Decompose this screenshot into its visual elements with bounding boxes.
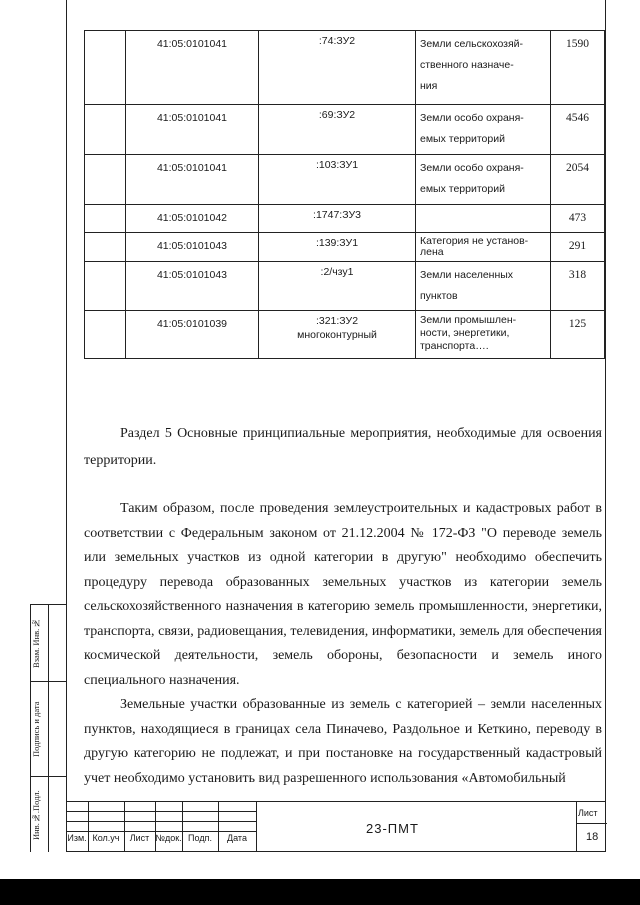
paragraph: Таким образом, после проведения землеустроительных и кадастровых работ в соответствии с Федеральным законом от 21.12.2004 № 172-ФЗ "О переводе земель или земельных участков из одной категории в другую" необходимо обеспечить процедуру перевода образованных земельных участков из категории земель сельскохозяйственного назначения в категорию земель промышленности, энергетики, транспорта, связи, радиовещания, телевидения, информатики, земель для обеспечения космической деятельности, земель обороны, безопасности и земель иного специального назначения. <box>84 501 602 688</box>
parcel-id: :139:ЗУ1 <box>315 237 359 249</box>
land-category-line: Земли особо охраня- <box>420 162 524 174</box>
row-number-cell <box>85 262 126 311</box>
parcel-id: :69:ЗУ2 <box>318 109 356 121</box>
page-frame-right <box>605 0 606 852</box>
row-number-cell <box>85 311 126 359</box>
parcel-cell <box>259 31 416 105</box>
land-category-line: Земли сельскохозяй- <box>420 38 524 50</box>
cadastral-block-cell: 41:05:0101043 <box>126 262 259 311</box>
parcel-note: многоконтурный <box>297 329 377 341</box>
land-category-line: Земли населенных <box>420 269 514 281</box>
table-row <box>85 155 605 205</box>
area-cell: 291 <box>551 233 605 262</box>
land-category-line: Земли промышлен- <box>420 314 517 326</box>
parcel-cell <box>259 105 416 155</box>
land-category-line: Земли особо охраня- <box>420 112 524 124</box>
land-category-line: ния <box>420 80 438 92</box>
section-heading <box>84 420 602 474</box>
land-category-cell <box>416 155 551 205</box>
parcel-id: :321:ЗУ2 <box>315 315 359 327</box>
area-cell: 318 <box>551 262 605 311</box>
sheet-label: Лист <box>578 808 598 818</box>
parcel-cell <box>259 233 416 262</box>
stamp-col-data: Дата <box>227 833 247 843</box>
land-category-cell <box>416 205 551 233</box>
table-row <box>85 233 605 262</box>
row-number-cell <box>85 155 126 205</box>
scan-bottom-border <box>0 879 640 905</box>
area-cell: 2054 <box>551 155 605 205</box>
table-row <box>85 262 605 311</box>
stamp-col-izm: Изм. <box>67 833 87 843</box>
table-row <box>85 31 605 105</box>
stamp-col-podp: Подп. <box>188 833 212 843</box>
land-category-cell <box>416 311 551 359</box>
stamp-col-ndok: №док. <box>155 833 182 843</box>
table-row <box>85 205 605 233</box>
table-row <box>85 105 605 155</box>
land-category-line: емых территорий <box>420 183 505 195</box>
land-category-line: лена <box>420 246 444 258</box>
land-category-line: Категория не установ- <box>420 235 529 247</box>
parcel-id: :74:ЗУ2 <box>318 35 356 47</box>
parcel-cell <box>259 155 416 205</box>
row-number-cell <box>85 205 126 233</box>
document-code: 23-ПМТ <box>366 821 419 836</box>
land-category-cell <box>416 105 551 155</box>
row-number-cell <box>85 233 126 262</box>
paragraph: Земельные участки образованные из земель с категорией – земли населенных пунктов, находящиеся в границах села Пиначево, Раздольное и Кеткино, переводу в другую категорию не подлежат, и при постановке на государственный кадастровый учет необходимо установить вид разрешенного использования «Автомобильный <box>84 697 602 786</box>
parcel-id: :103:ЗУ1 <box>315 159 359 171</box>
land-category-line: пунктов <box>420 290 458 302</box>
land-category-line: емых территорий <box>420 133 505 145</box>
sheet-number: 18 <box>586 831 599 843</box>
parcel-cell <box>259 262 416 311</box>
cadastral-block-cell: 41:05:0101043 <box>126 233 259 262</box>
cadastral-block-cell: 41:05:0101041 <box>126 155 259 205</box>
row-number-cell <box>85 31 126 105</box>
area-cell: 125 <box>551 311 605 359</box>
area-cell: 4546 <box>551 105 605 155</box>
land-category-cell <box>416 31 551 105</box>
cadastral-block-cell: 41:05:0101042 <box>126 205 259 233</box>
cadastral-block-cell: 41:05:0101041 <box>126 105 259 155</box>
land-category-line: ственного назначе- <box>420 59 514 71</box>
body-text <box>84 497 602 791</box>
stamp-col-koluch: Кол.уч <box>92 833 120 843</box>
parcel-cell <box>259 311 416 359</box>
land-category-line: ности, энергетики, <box>420 327 510 339</box>
land-category-cell <box>416 233 551 262</box>
side-stamp-label: Инв.№.Подл. <box>31 790 41 840</box>
parcel-id: :1747:ЗУ3 <box>313 209 361 221</box>
side-stamp-label: Подпись и дата <box>31 701 41 757</box>
land-category-cell <box>416 262 551 311</box>
parcel-cell <box>259 205 416 233</box>
section-heading-text: Раздел 5 Основные принципиальные мероприятия, необходимые для освоения территории. <box>84 426 602 468</box>
area-cell: 1590 <box>551 31 605 105</box>
table-row <box>85 311 605 359</box>
parcel-id: :2/чзу1 <box>320 266 354 278</box>
cadastral-block-cell: 41:05:0101041 <box>126 31 259 105</box>
title-block <box>66 801 606 852</box>
cadastral-block-cell: 41:05:0101039 <box>126 311 259 359</box>
area-cell: 473 <box>551 205 605 233</box>
side-margin-stamp <box>30 604 66 852</box>
stamp-col-list: Лист <box>129 833 150 843</box>
side-stamp-label: Взам. Инв.№ <box>31 618 41 668</box>
page-frame-left <box>66 0 67 852</box>
row-number-cell <box>85 105 126 155</box>
land-category-line: транспорта…. <box>420 340 489 352</box>
land-parcel-table <box>84 30 605 359</box>
